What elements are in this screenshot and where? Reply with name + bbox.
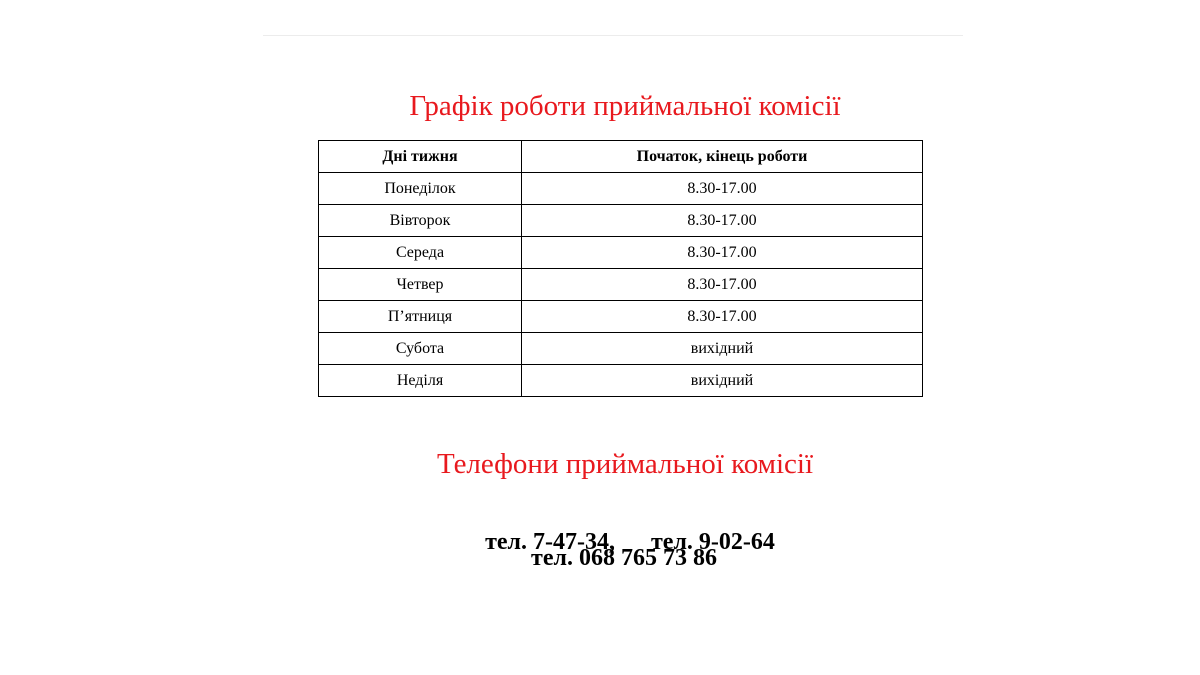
schedule-table xyxy=(318,140,923,397)
schedule-title: Графік роботи приймальної комісії xyxy=(409,90,841,122)
day-cell: П’ятниця xyxy=(319,301,522,333)
day-cell: Четвер xyxy=(319,269,522,301)
phone-number-1: тел. 7-47-34, xyxy=(485,529,615,555)
top-divider xyxy=(263,35,963,36)
hours-cell: вихідний xyxy=(522,365,923,397)
hours-cell: 8.30-17.00 xyxy=(522,301,923,333)
day-cell: Неділя xyxy=(319,365,522,397)
column-header-hours: Початок, кінець роботи xyxy=(522,141,923,173)
day-cell: Середа xyxy=(319,237,522,269)
day-cell: Понеділок xyxy=(319,173,522,205)
table-row xyxy=(319,333,923,365)
hours-cell: 8.30-17.00 xyxy=(522,205,923,237)
phone-number-2: тел. 9-02-64 xyxy=(651,529,775,555)
table-row xyxy=(319,365,923,397)
table-row xyxy=(319,269,923,301)
table-row xyxy=(319,205,923,237)
hours-cell: вихідний xyxy=(522,333,923,365)
table-row xyxy=(319,237,923,269)
table-row xyxy=(319,301,923,333)
phones-title: Телефони приймальної комісії xyxy=(436,448,814,480)
table-row xyxy=(319,173,923,205)
column-header-day: Дні тижня xyxy=(319,141,522,173)
table-header-row xyxy=(319,141,923,173)
phone-number-3: тел. 068 765 73 86 xyxy=(531,545,717,571)
hours-cell: 8.30-17.00 xyxy=(522,237,923,269)
day-cell: Вівторок xyxy=(319,205,522,237)
hours-cell: 8.30-17.00 xyxy=(522,269,923,301)
hours-cell: 8.30-17.00 xyxy=(522,173,923,205)
day-cell: Субота xyxy=(319,333,522,365)
